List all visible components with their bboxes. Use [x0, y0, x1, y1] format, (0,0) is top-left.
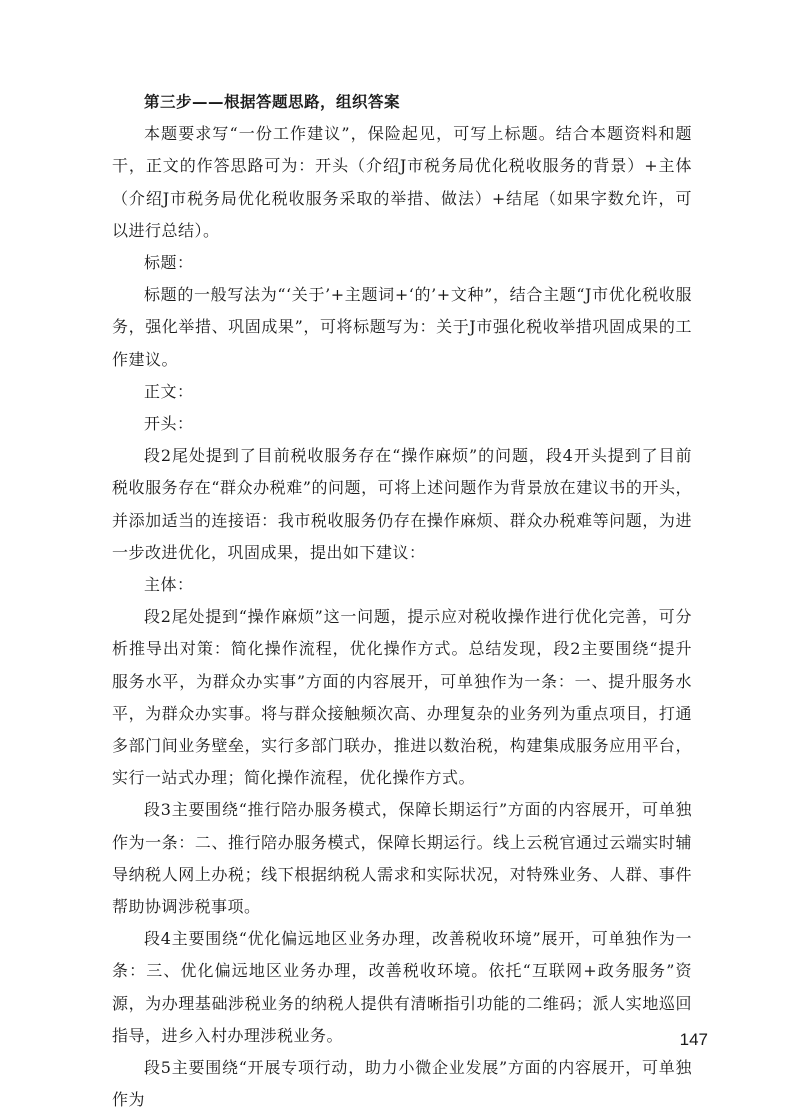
- section-heading: 第三步——根据答题思路，组织答案: [144, 93, 401, 111]
- paragraph-point-four: 段5主要围绕“开展专项行动，助力小微企业发展”方面的内容展开，可单独作为: [112, 1058, 692, 1110]
- paragraph-point-two: 段3主要围绕“推行陪办服务模式，保障长期运行”方面的内容展开，可单独作为一条：二、推行陪办服务模式，保障长期运行。线上云税官通过云端实时辅导纳税人网上办税；线下根据纳税人需求和实际状况，对特殊业务、人群、事件帮助协调涉税事项。: [112, 800, 692, 917]
- paragraph-opening: 段2尾处提到了目前税收服务存在“操作麻烦”的问题，段4开头提到了目前税收服务存在“群众办税难”的问题，可将上述问题作为背景放在建议书的开头，并添加适当的连接语：我市税收服务仍存在操作麻烦、群众办税难等问题，为进一步改进优化，巩固成果，提出如下建议：: [112, 446, 692, 562]
- label-main: 主体：: [144, 575, 194, 595]
- paragraph-point-one: 段2尾处提到“操作麻烦”这一问题，提示应对税收操作进行优化完善，可分析推导出对策：简化操作流程，优化操作方式。总结发现，段2主要围绕“提升服务水平，为群众办实事”方面的内容展开，可单独作为一条：一、提升服务水平，为群众办实事。将与群众接触频次高、办理复杂的业务列为重点项目，打通多部门间业务壁垒，实行多部门联办，推进以数治税，构建集成服务应用平台，实行一站式办理；简化操作流程，优化操作方式。: [112, 607, 692, 788]
- document-body: [112, 86, 692, 1117]
- label-opening: 开头：: [144, 414, 194, 434]
- label-body: 正文：: [144, 381, 194, 401]
- paragraph-requirement: 本题要求写“一份工作建议”，保险起见，可写上标题。结合本题资料和题干，正文的作答思路可为：开头（介绍J市税务局优化税收服务的背景）+主体（介绍J市税务局优化税收服务采取的举措、做法）+结尾（如果字数允许，可以进行总结）。: [112, 124, 692, 240]
- paragraph-title-method: 标题的一般写法为“‘关于’+主题词+‘的’+文种”，结合主题“J市优化税收服务，强化举措、巩固成果”，可将标题写为：关于J市强化税收举措巩固成果的工作建议。: [112, 285, 692, 369]
- page-number: 147: [679, 1030, 708, 1049]
- paragraph-point-three: 段4主要围绕“优化偏远地区业务办理，改善税收环境”展开，可单独作为一条：三、优化偏远地区业务办理，改善税收环境。依托“互联网+政务服务”资源，为办理基础涉税业务的纳税人提供有清晰指引功能的二维码；派人实地巡回指导，进乡入村办理涉税业务。: [112, 929, 692, 1045]
- label-title: 标题：: [144, 253, 194, 273]
